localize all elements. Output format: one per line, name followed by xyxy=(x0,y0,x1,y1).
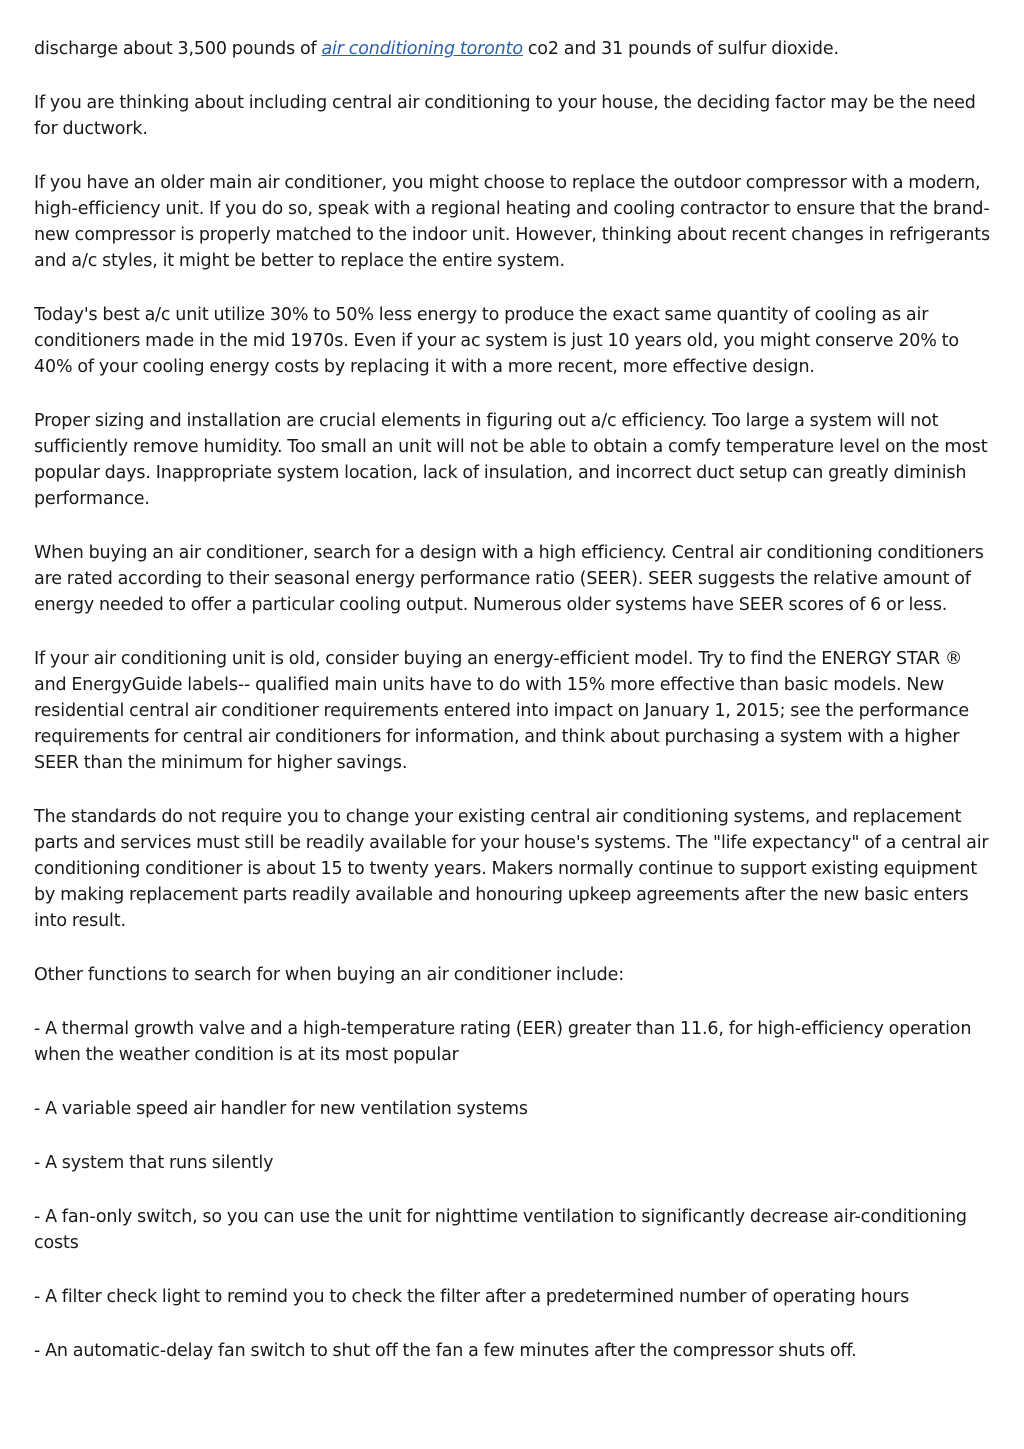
intro-text-before: discharge about 3,500 pounds of xyxy=(34,39,322,59)
paragraph-other-functions: Other functions to search for when buying an air conditioner include: xyxy=(34,965,624,985)
intro-paragraph xyxy=(34,36,996,62)
paragraph-ductwork: If you are thinking about including central air conditioning to your house, the deciding factor may be the need for ductwork. xyxy=(34,93,976,139)
list-item-silent-system: - A system that runs silently xyxy=(34,1153,274,1173)
list-item-automatic-delay-switch: - An automatic-delay fan switch to shut off the fan a few minutes after the compressor shuts off. xyxy=(34,1341,857,1361)
paragraph-seer-rating: When buying an air conditioner, search for a design with a high efficiency. Central air conditioning conditioners are rated according to their seasonal energy performance ratio (SEER). SEER suggests the relative amount of energy needed to offer a particular cooling output. Numerous older systems have SEER scores of 6 or less. xyxy=(34,543,984,615)
list-item-filter-check-light: - A filter check light to remind you to check the filter after a predetermined number of operating hours xyxy=(34,1287,910,1307)
list-item-variable-speed: - A variable speed air handler for new ventilation systems xyxy=(34,1099,528,1119)
list-item-fan-only-switch: - A fan-only switch, so you can use the unit for nighttime ventilation to significantly decrease air-conditioning costs xyxy=(34,1207,967,1253)
paragraph-energy-star: If your air conditioning unit is old, consider buying an energy-efficient model. Try to find the ENERGY STAR ® and EnergyGuide labels-- qualified main units have to do with 15% more effective than basic models. New residential central air conditioner requirements entered into impact on January 1, 2015; see the performance requirements for central air conditioners for information, and think about purchasing a system with a higher SEER than the minimum for higher savings. xyxy=(34,649,970,773)
paragraph-sizing-installation: Proper sizing and installation are crucial elements in figuring out a/c efficiency. Too large a system will not sufficiently remove humidity. Too small an unit will not be able to obtain a comfy temperature level on the most popular days. Inappropriate system location, lack of insulation, and incorrect duct setup can greatly diminish performance. xyxy=(34,411,988,509)
air-conditioning-toronto-link[interactable]: air conditioning toronto xyxy=(321,39,523,59)
document-body xyxy=(34,36,996,1392)
list-item-expansion-valve: - A thermal growth valve and a high-temperature rating (EER) greater than 11.6, for high-efficiency operation when the weather condition is at its most popular xyxy=(34,1019,972,1065)
intro-text-after: co2 and 31 pounds of sulfur dioxide. xyxy=(522,39,839,59)
paragraph-energy-savings: Today's best a/c unit utilize 30% to 50% less energy to produce the exact same quantity of cooling as air conditioners made in the mid 1970s. Even if your ac system is just 10 years old, you might conserve 20% to 40% of your cooling energy costs by replacing it with a more recent, more effective design. xyxy=(34,305,959,377)
paragraph-older-conditioner: If you have an older main air conditioner, you might choose to replace the outdoor compressor with a modern, high-efficiency unit. If you do so, speak with a regional heating and cooling contractor to ensure that the brand-new compressor is properly matched to the indoor unit. However, thinking about recent changes in refrigerants and a/c styles, it might be better to replace the entire system. xyxy=(34,173,990,271)
paragraph-standards: The standards do not require you to change your existing central air conditioning systems, and replacement parts and services must still be readily available for your house's systems. The "life expectancy" of a central air conditioning conditioner is about 15 to twenty years. Makers normally continue to support existing equipment by making replacement parts readily available and honouring upkeep agreements after the new basic enters into result. xyxy=(34,807,989,931)
